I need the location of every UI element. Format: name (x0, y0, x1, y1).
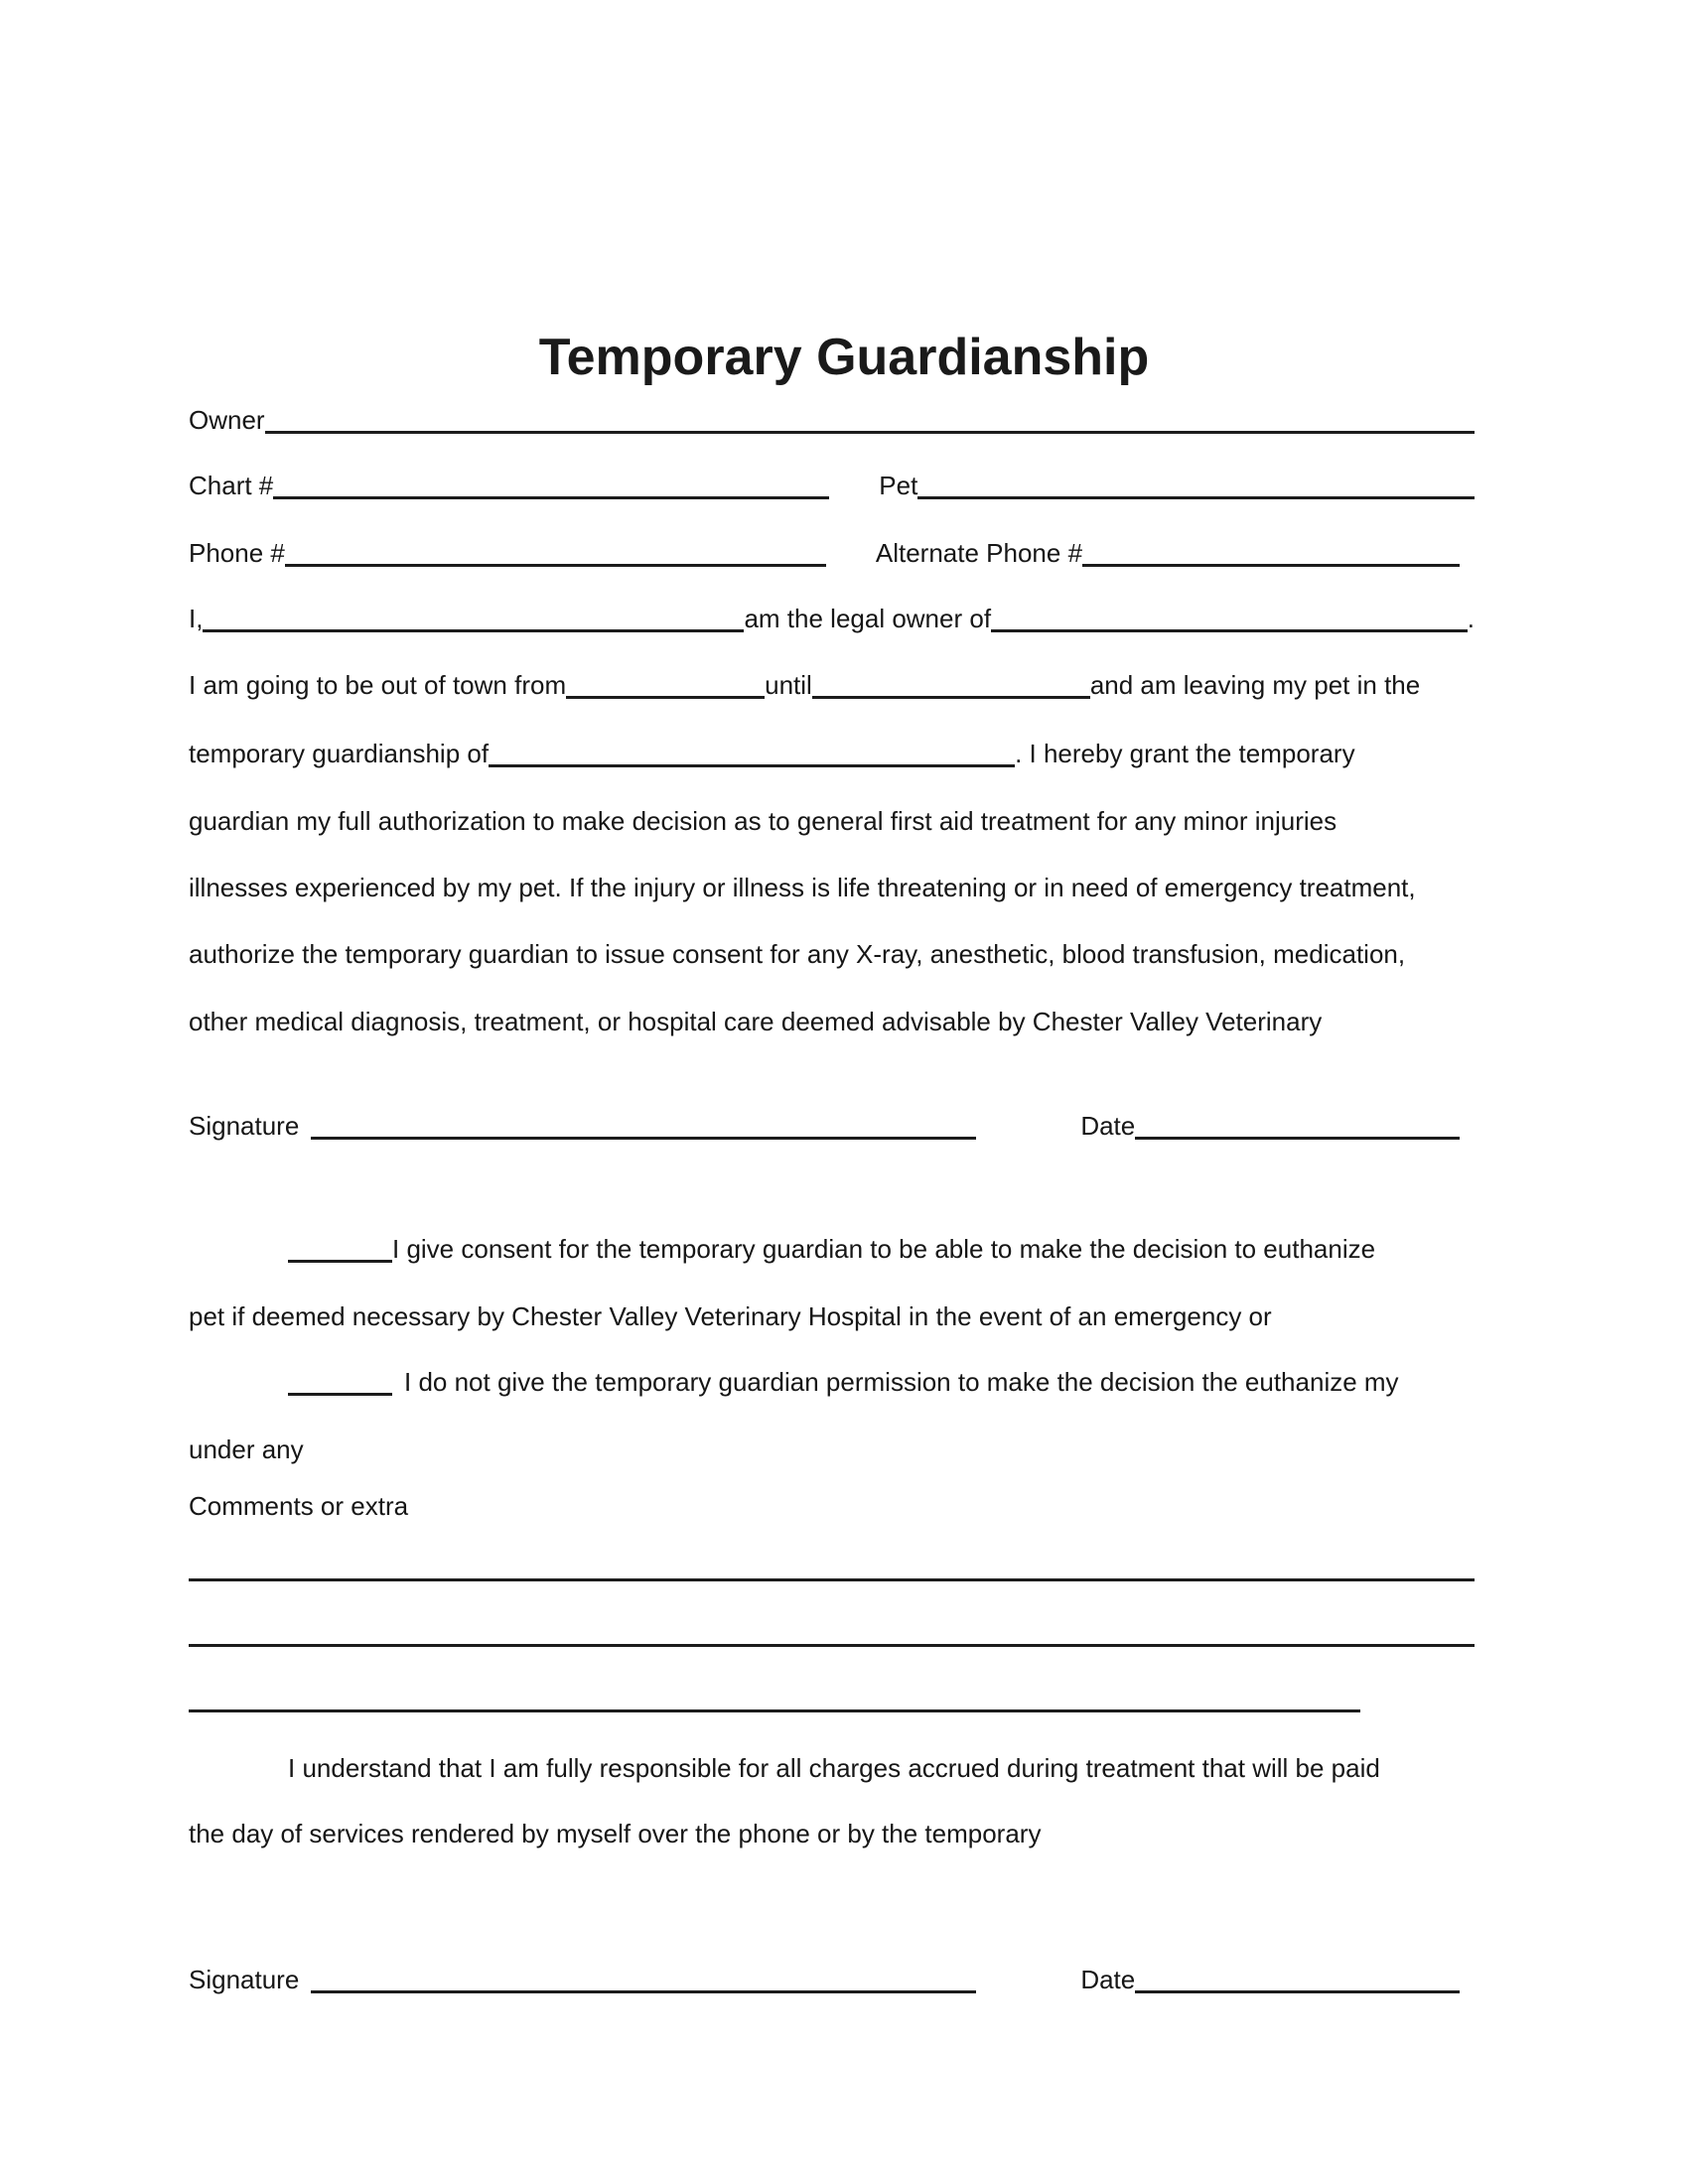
signature-input-line[interactable] (311, 1125, 976, 1140)
phone-row (189, 536, 1475, 570)
until-date-input-line[interactable] (812, 684, 1090, 699)
under-any-text: under any (189, 1434, 304, 1464)
owner-input-line[interactable] (265, 419, 1475, 434)
signature-row-1 (189, 1109, 1475, 1143)
legal-owner-text: am the legal owner of (744, 604, 992, 633)
date-label-2: Date (1080, 1965, 1136, 1994)
date-input-line-2[interactable] (1135, 1979, 1460, 1993)
sentence-period: . (1467, 604, 1475, 633)
guardian-name-input-line[interactable] (489, 752, 1015, 767)
charges-row-2 (189, 1817, 1475, 1850)
i-pronoun-label: I, (189, 604, 204, 633)
date-label: Date (1080, 1111, 1136, 1141)
consent-initials-line[interactable] (288, 1248, 392, 1263)
away-dates-row (189, 668, 1475, 702)
chart-number-input-line[interactable] (273, 484, 829, 499)
owner-row (189, 403, 1475, 437)
owner-name-input-line[interactable] (203, 617, 744, 632)
comments-write-line-1[interactable] (189, 1578, 1475, 1581)
charges-text-line-1: I understand that I am fully responsible for all charges accrued during treatment that will be paid (288, 1753, 1380, 1783)
alternate-phone-input-line[interactable] (1082, 552, 1460, 567)
signature-input-line-2[interactable] (311, 1979, 976, 1993)
legal-owner-row (189, 602, 1475, 635)
signature-label: Signature (189, 1111, 300, 1141)
comments-row (189, 1489, 1475, 1523)
authorization-row-4 (189, 1005, 1475, 1038)
authorization-text-line-4: other medical diagnosis, treatment, or hospital care deemed advisable by Chester Valley Veterinary (189, 1007, 1323, 1036)
no-consent-initials-line[interactable] (288, 1381, 392, 1396)
chart-pet-row (189, 469, 1475, 502)
guardianship-row (189, 737, 1475, 770)
authorization-text-line-1: guardian my full authorization to make decision as to general first aid treatment for any minor injuries (189, 806, 1337, 836)
date-input-line[interactable] (1135, 1125, 1460, 1140)
comments-label: Comments or extra (189, 1491, 409, 1521)
leaving-pet-text: and am leaving my pet in the (1089, 670, 1421, 700)
hereby-grant-text: . I hereby grant the temporary (1015, 739, 1355, 768)
away-from-text: I am going to be out of town from (189, 670, 567, 700)
no-consent-row (189, 1365, 1475, 1399)
chart-number-label: Chart # (189, 471, 274, 500)
comments-write-line-2[interactable] (189, 1644, 1475, 1647)
authorization-text-line-3: authorize the temporary guardian to issue consent for any X-ray, anesthetic, blood transfusion, medication, (189, 939, 1406, 969)
no-consent-text: I do not give the temporary guardian permission to make the decision the euthanize my (404, 1367, 1399, 1397)
alternate-phone-label: Alternate Phone # (875, 538, 1083, 568)
form-title: Temporary Guardianship (538, 328, 1150, 386)
pet-label: Pet (879, 471, 918, 500)
no-consent-row-2 (189, 1433, 1475, 1466)
signature-label-2: Signature (189, 1965, 300, 1994)
consent-row-2 (189, 1299, 1475, 1333)
owner-label: Owner (189, 405, 265, 435)
authorization-row-2 (189, 871, 1475, 904)
pet-name-input-line[interactable] (991, 617, 1468, 632)
guardianship-of-text: temporary guardianship of (189, 739, 490, 768)
phone-number-label: Phone # (189, 538, 285, 568)
charges-row-1 (189, 1751, 1475, 1785)
authorization-row-3 (189, 937, 1475, 971)
consent-text-continued: pet if deemed necessary by Chester Valley Veterinary Hospital in the event of an emergency or (189, 1301, 1272, 1331)
phone-number-input-line[interactable] (285, 552, 826, 567)
charges-text-line-2: the day of services rendered by myself over the phone or by the temporary (189, 1819, 1042, 1848)
authorization-text-line-2: illnesses experienced by my pet. If the injury or illness is life threatening or in need of emergency treatment, (189, 873, 1416, 902)
consent-row (189, 1232, 1475, 1266)
comments-write-line-3[interactable] (189, 1709, 1360, 1712)
pet-input-line[interactable] (917, 484, 1475, 499)
from-date-input-line[interactable] (566, 684, 765, 699)
consent-text: I give consent for the temporary guardian to be able to make the decision to euthanize (392, 1234, 1376, 1264)
until-text: until (765, 670, 812, 700)
signature-row-2 (189, 1963, 1475, 1996)
authorization-row-1 (189, 804, 1475, 838)
